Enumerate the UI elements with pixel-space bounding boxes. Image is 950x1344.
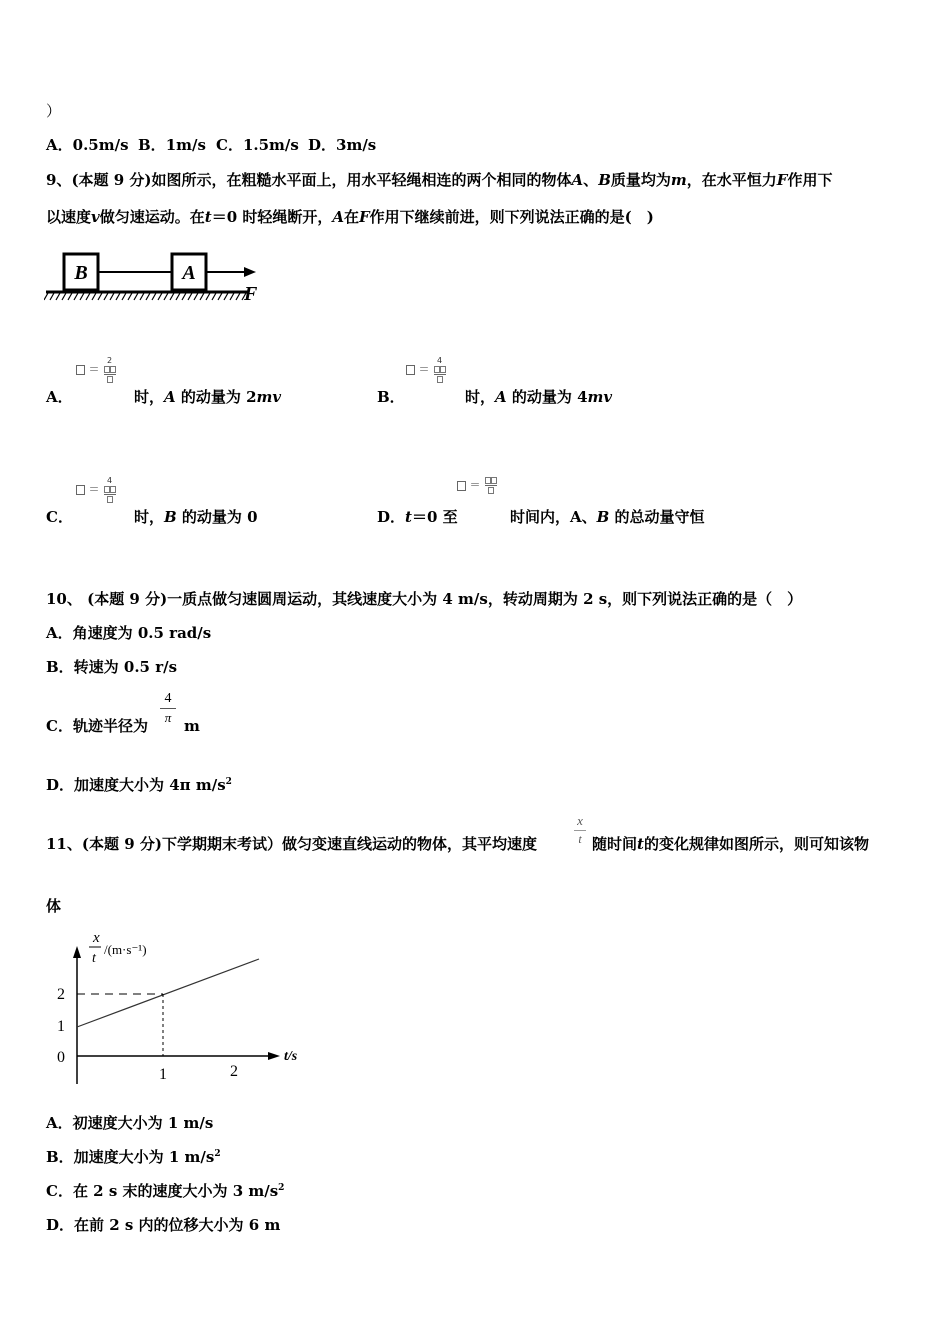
q9-option-a[interactable]: A． xyxy=(46,388,73,406)
q9-option-c-text: 时，B 的动量为 0 xyxy=(134,508,258,526)
q10-option-c-fraction: 4 π xyxy=(160,692,176,724)
prev-question-paren: ） xyxy=(46,102,62,120)
q9-option-d[interactable]: D．t＝0 至 xyxy=(377,508,458,526)
q11-stem-fraction: x t xyxy=(574,814,586,846)
q9-opt-c-expr: ＝ 4 xyxy=(76,476,116,504)
q10-option-c-unit: m xyxy=(184,717,200,735)
q11-data-line xyxy=(77,959,259,1027)
q11-option-a[interactable]: A．初速度大小为 1 m/s xyxy=(46,1114,214,1132)
q9-option-b[interactable]: B． xyxy=(377,388,405,406)
q9-figure xyxy=(44,238,264,306)
q9-stem-line1: 9、(本题 9 分)如图所示，在粗糙水平面上，用水平轻绳相连的两个相同的物体A、B质量均为m，在水平恒力F作用下 xyxy=(46,171,833,189)
q10-option-c[interactable]: C．轨迹半径为 xyxy=(46,717,148,735)
q11-x-tick-1: 1 xyxy=(159,1066,167,1083)
prev-option-d[interactable]: D．3m/s xyxy=(308,136,377,154)
q10-stem: 10、 (本题 9 分)一质点做匀速圆周运动，其线速度大小为 4 m/s，转动周期为 2 s，则下列说法正确的是（ ） xyxy=(46,590,803,608)
q10-option-d[interactable]: D．加速度大小为 4π $m/s^2$ xyxy=(46,776,232,794)
prev-option-c[interactable]: C．1.5m/s xyxy=(216,136,299,154)
q9-label-a: A xyxy=(182,262,196,284)
q11-y-tick-2: 2 xyxy=(57,986,65,1003)
q11-x-tick-2: 2 xyxy=(230,1063,238,1080)
q9-label-b: B xyxy=(74,262,88,284)
q9-option-d-text: 时间内，A、B 的总动量守恒 xyxy=(510,508,705,526)
q11-y-label-num: x xyxy=(93,930,100,946)
q9-option-a-text: 时，A 的动量为 2mv xyxy=(134,388,282,406)
q9-opt-a-expr: ＝ 2 xyxy=(76,356,116,384)
q9-label-f: F xyxy=(244,283,258,305)
prev-option-a[interactable]: A．0.5m/s xyxy=(46,136,129,154)
q11-y-label-den: t xyxy=(92,951,96,966)
q11-x-label: t/s xyxy=(284,1049,298,1064)
q11-y-tick-0: 0 xyxy=(57,1049,65,1066)
q9-option-c[interactable]: C． xyxy=(46,508,73,526)
q11-graph xyxy=(44,928,314,1088)
q9-opt-b-expr: ＝ 4 xyxy=(406,356,446,384)
prev-option-b[interactable]: B．1m/s xyxy=(138,136,206,154)
q9-option-b-text: 时，A 的动量为 4mv xyxy=(465,388,613,406)
q11-y-tick-1: 1 xyxy=(57,1018,65,1035)
q9-opt-d-expr: ＝ xyxy=(457,476,497,495)
q10-option-b[interactable]: B．转速为 0.5 r/s xyxy=(46,658,178,676)
q11-option-d[interactable]: D．在前 2 s 内的位移大小为 6 m xyxy=(46,1216,281,1234)
q11-stem-line2: 体 xyxy=(46,897,62,915)
q11-stem-line1-a: 11、(本题 9 分)下学期期末考试）做匀变速直线运动的物体，其平均速度 xyxy=(46,835,537,853)
q11-y-unit: /(m·s⁻¹) xyxy=(104,942,147,957)
q11-stem-line1-b: 随时间t的变化规律如图所示，则可知该物 xyxy=(592,835,869,853)
q9-stem-line2: 以速度v做匀速运动。在t＝0 时轻绳断开，A在F作用下继续前进，则下列说法正确的是( ) xyxy=(46,208,654,226)
q10-option-a[interactable]: A．角速度为 0.5 rad/s xyxy=(46,624,212,642)
q11-option-b[interactable]: B．加速度大小为 1 $m/s^2$ xyxy=(46,1148,221,1166)
q11-option-c[interactable]: C．在 2 s 末的速度大小为 3 $m/s^2$ xyxy=(46,1182,285,1200)
